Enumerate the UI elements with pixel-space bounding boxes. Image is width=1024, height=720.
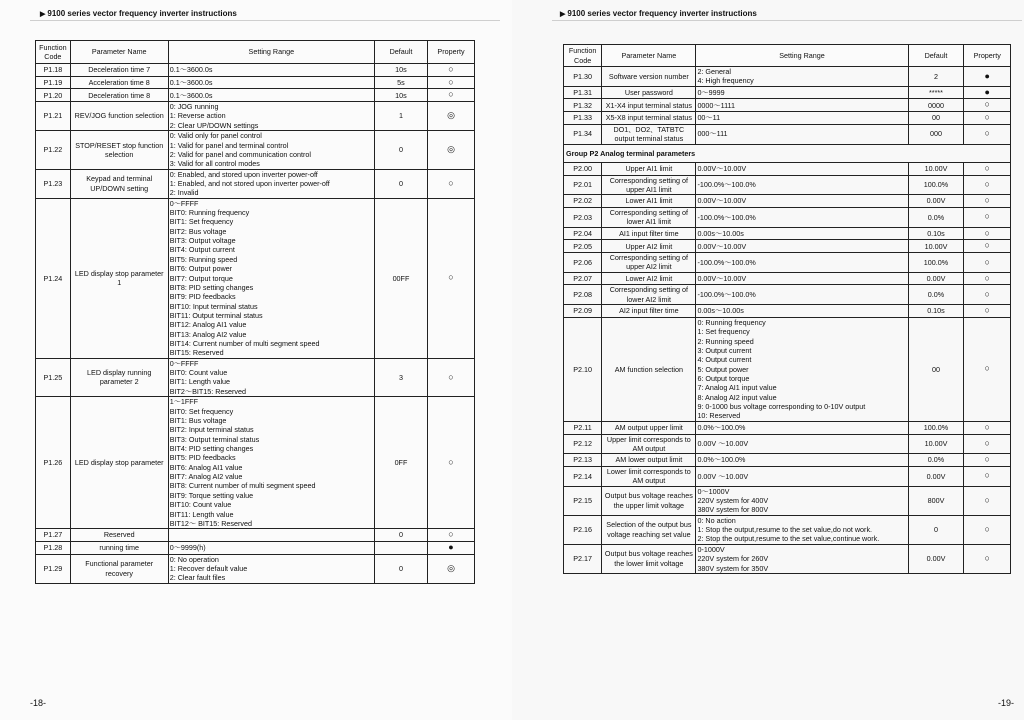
function-code-cell: P2.06 [564, 253, 602, 273]
col-default: Default [908, 45, 964, 67]
table-row [36, 554, 475, 583]
table-row [36, 541, 475, 554]
page-number-right: -19- [997, 698, 1014, 708]
default-cell: 0.00V [908, 544, 964, 573]
header-divider [30, 20, 500, 21]
table-row [564, 317, 1011, 421]
function-code-cell: P1.18 [36, 64, 71, 77]
default-cell: 00 [908, 112, 964, 125]
property-cell: ○ [964, 434, 1011, 454]
default-cell: 00FF [374, 198, 427, 358]
function-code-cell: P1.29 [36, 554, 71, 583]
group-title: Group P2 Analog terminal parameters [564, 144, 1011, 162]
default-cell: 0.10s [908, 227, 964, 240]
parameter-name-cell: DO1、DO2、TATBTC output terminal status [602, 124, 696, 144]
setting-range-cell: 0: No operation 1: Recover default value 2: Clear fault files [168, 554, 374, 583]
setting-range-cell: 0.1～3600.0s [168, 89, 374, 102]
default-cell: 0 [374, 169, 427, 198]
parameter-name-cell: Output bus voltage reaches the upper limit voltage [602, 486, 696, 515]
property-cell: ○ [428, 169, 475, 198]
function-code-cell: P1.19 [36, 76, 71, 89]
left-page-header [40, 9, 237, 18]
function-code-cell: P1.31 [564, 86, 602, 99]
setting-range-cell: 0.00s～10.00s [696, 305, 908, 318]
default-cell: 0.00V [908, 466, 964, 486]
default-cell [374, 541, 427, 554]
default-cell: 100.0% [908, 253, 964, 273]
property-cell: ○ [964, 207, 1011, 227]
function-code-cell: P1.27 [36, 529, 71, 542]
col-setting-range: Setting Range [696, 45, 908, 67]
setting-range-cell: 0: Valid only for panel control 1: Valid for panel and terminal control 2: Valid for panel and communication control 3: Valid for all control modes [168, 131, 374, 169]
default-cell: 0000 [908, 99, 964, 112]
default-cell: 000 [908, 124, 964, 144]
parameter-name-cell: Corresponding setting of lower AI1 limit [602, 207, 696, 227]
default-cell: 800V [908, 486, 964, 515]
property-cell: ○ [428, 397, 475, 529]
table-row [564, 124, 1011, 144]
parameter-name-cell: Acceleration time 8 [70, 76, 168, 89]
table-row [564, 240, 1011, 253]
default-cell: 0 [374, 529, 427, 542]
parameter-name-cell: Functional parameter recovery [70, 554, 168, 583]
setting-range-cell: 0.00V～10.00V [696, 240, 908, 253]
function-code-cell: P2.03 [564, 207, 602, 227]
property-cell: ◎ [428, 131, 475, 169]
setting-range-cell: 0.1～3600.0s [168, 76, 374, 89]
table-row [36, 64, 475, 77]
property-cell: ○ [964, 175, 1011, 195]
property-cell: ○ [964, 227, 1011, 240]
table-row [564, 544, 1011, 573]
setting-range-cell: 0～1000V 220V system for 400V 380V system for 800V [696, 486, 908, 515]
function-code-cell: P1.33 [564, 112, 602, 125]
parameter-name-cell: LED display running parameter 2 [70, 358, 168, 396]
setting-range-cell: 0～FFFF BIT0: Running frequency BIT1: Set frequency BIT2: Bus voltage BIT3: Output voltage BIT4: Output current BIT5: Running speed BIT6: Output power BIT7: Output torque BIT8: PID setting changes BIT9: PID feedbacks BIT10: Input terminal status BIT11: Output terminal status BIT12: Analog AI1 value BIT13: Analog AI2 value BIT14: Current number of multi segment speed BIT15: Reserved [168, 198, 374, 358]
property-cell: ○ [428, 64, 475, 77]
table-row [36, 169, 475, 198]
setting-range-cell: 0.00V～10.00V [696, 272, 908, 285]
default-cell: 0 [908, 515, 964, 544]
function-code-cell: P2.05 [564, 240, 602, 253]
triangle-icon: ▶ [40, 11, 46, 18]
function-code-cell: P2.04 [564, 227, 602, 240]
col-property: Property [428, 41, 475, 64]
parameter-name-cell: AM function selection [602, 317, 696, 421]
function-code-cell: P2.09 [564, 305, 602, 318]
parameter-name-cell: REV/JOG function selection [70, 102, 168, 131]
function-code-cell: P2.13 [564, 454, 602, 467]
default-cell: ***** [908, 86, 964, 99]
property-cell: ○ [428, 76, 475, 89]
table-row [36, 131, 475, 169]
page-number-left: -18- [30, 698, 47, 708]
setting-range-cell: 0: No action 1: Stop the output,resume to the set value,do not work. 2: Stop the output,resume to the set value,continue work. [696, 515, 908, 544]
default-cell: 10s [374, 64, 427, 77]
setting-range-cell: 0-1000V 220V system for 260V 380V system for 350V [696, 544, 908, 573]
function-code-cell: P1.21 [36, 102, 71, 131]
parameter-name-cell: Lower AI1 limit [602, 195, 696, 208]
property-cell: ○ [964, 454, 1011, 467]
parameter-name-cell: AI1 input filter time [602, 227, 696, 240]
parameter-name-cell: Software version number [602, 67, 696, 87]
default-cell: 3 [374, 358, 427, 396]
function-code-cell: P1.25 [36, 358, 71, 396]
table-row [564, 515, 1011, 544]
property-cell: ○ [964, 317, 1011, 421]
default-cell: 100.0% [908, 421, 964, 434]
setting-range-cell: 1～1FFF BIT0: Set frequency BIT1: Bus voltage BIT2: Input terminal status BIT3: Output terminal status BIT4: PID setting changes BIT5: PID feedbacks BIT6: Analog AI1 value BIT7: Analog AI2 value BIT8: Current number of multi segment speed BIT9: Torque setting value BIT10: Count value BIT11: Length value BIT12～ BIT15: Reserved [168, 397, 374, 529]
setting-range-cell: 0～9999 [696, 86, 908, 99]
default-cell: 0 [374, 131, 427, 169]
setting-range-cell: -100.0%～100.0% [696, 285, 908, 305]
table-row [36, 397, 475, 529]
default-cell: 0.10s [908, 305, 964, 318]
right-header-text: 9100 series vector frequency inverter instructions [567, 9, 757, 18]
table-row [564, 421, 1011, 434]
header-divider [552, 20, 1022, 21]
function-code-cell: P2.07 [564, 272, 602, 285]
default-cell: 0.00V [908, 272, 964, 285]
parameter-name-cell: running time [70, 541, 168, 554]
col-function-code: Function Code [36, 41, 71, 64]
function-code-cell: P2.02 [564, 195, 602, 208]
property-cell: ○ [964, 544, 1011, 573]
table-row [564, 434, 1011, 454]
table-row [564, 305, 1011, 318]
function-code-cell: P2.10 [564, 317, 602, 421]
function-code-cell: P2.16 [564, 515, 602, 544]
function-code-cell: P2.08 [564, 285, 602, 305]
property-cell: ◎ [428, 102, 475, 131]
function-code-cell: P1.30 [564, 67, 602, 87]
function-code-cell: P2.11 [564, 421, 602, 434]
parameter-name-cell: STOP/RESET stop function selection [70, 131, 168, 169]
property-cell: ○ [964, 124, 1011, 144]
default-cell: 0.0% [908, 285, 964, 305]
default-cell: 10s [374, 89, 427, 102]
function-code-cell: P1.26 [36, 397, 71, 529]
property-cell: ◎ [428, 554, 475, 583]
function-code-cell: P1.22 [36, 131, 71, 169]
table-row [564, 86, 1011, 99]
property-cell: ○ [964, 305, 1011, 318]
left-parameter-table [35, 40, 475, 584]
col-parameter-name: Parameter Name [602, 45, 696, 67]
setting-range-cell: 0.1～3600.0s [168, 64, 374, 77]
property-cell: ○ [964, 99, 1011, 112]
parameter-name-cell: Deceleration time 8 [70, 89, 168, 102]
setting-range-cell: -100.0%～100.0% [696, 207, 908, 227]
left-header-text: 9100 series vector frequency inverter instructions [47, 9, 237, 18]
property-cell: ○ [964, 162, 1011, 175]
table-row [564, 454, 1011, 467]
parameter-name-cell: AI2 input filter time [602, 305, 696, 318]
table-row [564, 175, 1011, 195]
property-cell: ○ [964, 253, 1011, 273]
setting-range-cell: 0: Enabled, and stored upon inverter power-off 1: Enabled, and not stored upon inverter power-off 2: Invalid [168, 169, 374, 198]
property-cell: ○ [964, 486, 1011, 515]
setting-range-cell [168, 529, 374, 542]
default-cell: 5s [374, 76, 427, 89]
col-default: Default [374, 41, 427, 64]
default-cell: 10.00V [908, 434, 964, 454]
function-code-cell: P2.01 [564, 175, 602, 195]
col-function-code: Function Code [564, 45, 602, 67]
function-code-cell: P2.15 [564, 486, 602, 515]
default-cell: 0.0% [908, 207, 964, 227]
property-cell: ○ [428, 198, 475, 358]
property-cell: ○ [964, 272, 1011, 285]
table-row [564, 466, 1011, 486]
table-row [36, 198, 475, 358]
col-setting-range: Setting Range [168, 41, 374, 64]
property-cell: ○ [964, 466, 1011, 486]
setting-range-cell: 0～9999(h) [168, 541, 374, 554]
setting-range-cell: 0.00V ～10.00V [696, 466, 908, 486]
parameter-name-cell: Corresponding setting of upper AI2 limit [602, 253, 696, 273]
table-row [36, 76, 475, 89]
setting-range-cell: 0.0%～100.0% [696, 421, 908, 434]
setting-range-cell: 0～FFFF BIT0: Count value BIT1: Length value BIT2～BIT15: Reserved [168, 358, 374, 396]
default-cell: 0FF [374, 397, 427, 529]
function-code-cell: P1.34 [564, 124, 602, 144]
table-row [36, 89, 475, 102]
property-cell: ● [964, 67, 1011, 87]
function-code-cell: P1.32 [564, 99, 602, 112]
function-code-cell: P2.14 [564, 466, 602, 486]
setting-range-cell: 0.00V～10.00V [696, 162, 908, 175]
setting-range-cell: -100.0%～100.0% [696, 175, 908, 195]
parameter-name-cell: Deceleration time 7 [70, 64, 168, 77]
setting-range-cell: 0.00V ～10.00V [696, 434, 908, 454]
triangle-icon: ▶ [560, 11, 566, 18]
function-code-cell: P2.17 [564, 544, 602, 573]
col-parameter-name: Parameter Name [70, 41, 168, 64]
default-cell: 10.00V [908, 162, 964, 175]
table-row [36, 529, 475, 542]
default-cell: 00 [908, 317, 964, 421]
table-row [36, 102, 475, 131]
parameter-name-cell: Selection of the output bus voltage reaching set value [602, 515, 696, 544]
setting-range-cell: 0.00V～10.00V [696, 195, 908, 208]
function-code-cell: P2.12 [564, 434, 602, 454]
property-cell: ○ [964, 421, 1011, 434]
property-cell: ○ [428, 529, 475, 542]
setting-range-cell: 000～111 [696, 124, 908, 144]
property-cell: ● [428, 541, 475, 554]
function-code-cell: P1.20 [36, 89, 71, 102]
property-cell: ○ [964, 515, 1011, 544]
setting-range-cell: 0.0%～100.0% [696, 454, 908, 467]
table-row [564, 207, 1011, 227]
property-cell: ○ [964, 285, 1011, 305]
property-cell: ○ [964, 195, 1011, 208]
default-cell: 2 [908, 67, 964, 87]
table-row [564, 253, 1011, 273]
table-row [564, 162, 1011, 175]
parameter-name-cell: Output bus voltage reaches the lower limit voltage [602, 544, 696, 573]
parameter-name-cell: Upper limit corresponds to AM output [602, 434, 696, 454]
table-row [564, 195, 1011, 208]
table-row [36, 358, 475, 396]
table-row [564, 227, 1011, 240]
right-page-header [560, 9, 757, 18]
setting-range-cell: 00～11 [696, 112, 908, 125]
property-cell: ○ [428, 358, 475, 396]
property-cell: ○ [964, 112, 1011, 125]
property-cell: ○ [428, 89, 475, 102]
function-code-cell: P1.28 [36, 541, 71, 554]
table-row [564, 67, 1011, 87]
table-row [564, 112, 1011, 125]
property-cell: ● [964, 86, 1011, 99]
default-cell: 100.0% [908, 175, 964, 195]
function-code-cell: P1.23 [36, 169, 71, 198]
function-code-cell: P1.24 [36, 198, 71, 358]
default-cell: 1 [374, 102, 427, 131]
parameter-name-cell: Corresponding setting of lower AI2 limit [602, 285, 696, 305]
table-row [564, 486, 1011, 515]
right-page [512, 0, 1024, 720]
parameter-name-cell: Upper AI1 limit [602, 162, 696, 175]
default-cell: 0 [374, 554, 427, 583]
parameter-name-cell: Corresponding setting of upper AI1 limit [602, 175, 696, 195]
setting-range-cell: 0: Running frequency 1: Set frequency 2: Running speed 3: Output current 4: Output current 5: Output power 6: Output torque 7: Analog AI1 input value 8: Analog AI2 input value 9: 0-1000 bus voltage corresponding to 0-10V output 10: Reserved [696, 317, 908, 421]
parameter-name-cell: AM output upper limit [602, 421, 696, 434]
parameter-name-cell: Lower limit corresponds to AM output [602, 466, 696, 486]
function-code-cell: P2.00 [564, 162, 602, 175]
table-row [564, 285, 1011, 305]
table-row [564, 99, 1011, 112]
property-cell: ○ [964, 240, 1011, 253]
setting-range-cell: 2: General 4: High frequency [696, 67, 908, 87]
col-property: Property [964, 45, 1011, 67]
table-row [564, 272, 1011, 285]
parameter-name-cell: Keypad and terminal UP/DOWN setting [70, 169, 168, 198]
setting-range-cell: -100.0%～100.0% [696, 253, 908, 273]
parameter-name-cell: Upper AI2 limit [602, 240, 696, 253]
parameter-name-cell: X1-X4 input terminal status [602, 99, 696, 112]
right-parameter-table [563, 44, 1011, 574]
default-cell: 0.00V [908, 195, 964, 208]
default-cell: 0.0% [908, 454, 964, 467]
parameter-name-cell: X5-X8 input terminal status [602, 112, 696, 125]
default-cell: 10.00V [908, 240, 964, 253]
parameter-name-cell: User password [602, 86, 696, 99]
setting-range-cell: 0.00s～10.00s [696, 227, 908, 240]
setting-range-cell: 0000～1111 [696, 99, 908, 112]
parameter-name-cell: LED display stop parameter [70, 397, 168, 529]
parameter-name-cell: LED display stop parameter 1 [70, 198, 168, 358]
parameter-name-cell: Reserved [70, 529, 168, 542]
parameter-name-cell: AM lower output limit [602, 454, 696, 467]
setting-range-cell: 0: JOG running 1: Reverse action 2: Clear UP/DOWN settings [168, 102, 374, 131]
parameter-name-cell: Lower AI2 limit [602, 272, 696, 285]
